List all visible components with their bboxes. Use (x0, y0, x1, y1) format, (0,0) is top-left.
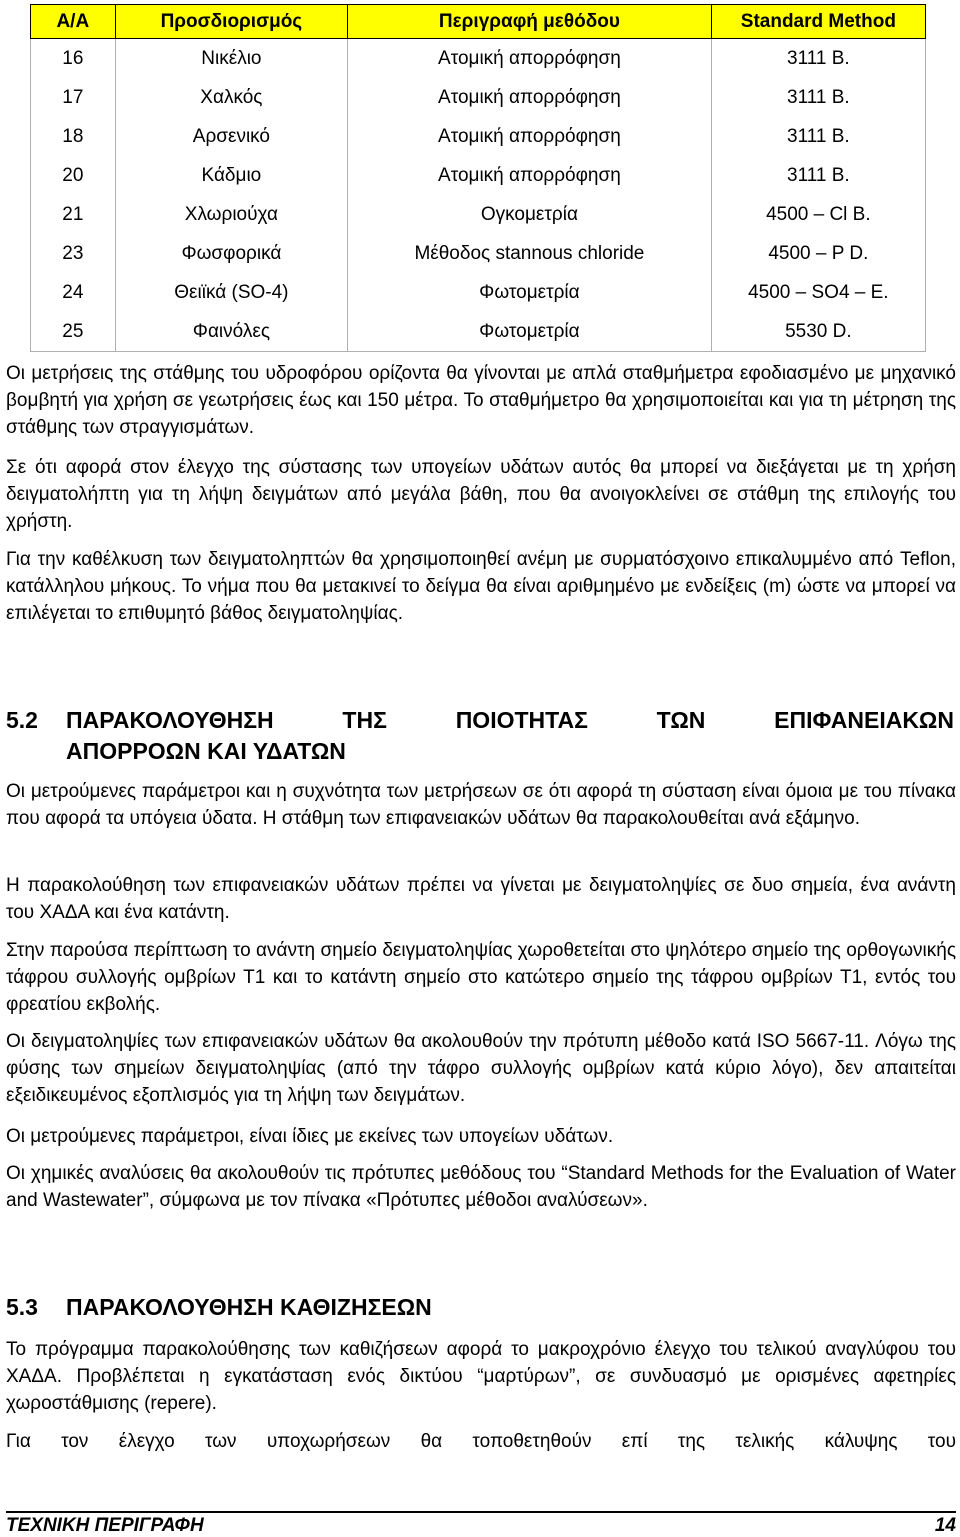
table-row (31, 195, 926, 234)
table-row (31, 39, 926, 79)
paragraph: Οι δειγματοληψίες των επιφανειακών υδάτων θα ακολουθούν την πρότυπη μέθοδο κατά ISO 5667-11. Λόγω της φύσης των σημείων δειγματοληψίας (από την τάφρο συλλογής ομβρίων κατά κύριο λόγο), δεν απαιτείται εξειδικευμένος εξοπλισμός για τη λήψη των δειγμάτων. (6, 1031, 956, 1106)
section-heading-5-3 (6, 1292, 956, 1323)
header-standard-method: Standard Method (711, 5, 925, 39)
table-row (31, 117, 926, 156)
table-header-row (31, 5, 926, 39)
cell-aa: 16 (31, 39, 116, 79)
paragraph: Οι χημικές αναλύσεις θα ακολουθούν τις πρότυπες μεθόδους του “Standard Methods for the Evaluation of Water and Wastewater”, σύμφωνα με τον πίνακα «Πρότυπες μέθοδοι αναλύσεων». (6, 1163, 956, 1211)
section-number: 5.2 (6, 707, 38, 733)
section-title-line1: ΠΑΡΑΚΟΛΟΥΘΗΣΗ ΤΗΣ ΠΟΙΟΤΗΤΑΣ ΤΩΝ ΕΠΙΦΑΝΕΙΑΚΩΝ (66, 707, 954, 733)
cell-parameter: Κάδμιο (115, 156, 347, 195)
cell-standard: 5530 D. (711, 312, 925, 352)
cell-method: Φωτομετρία (348, 312, 712, 352)
section-heading-5-2 (6, 705, 956, 767)
cell-standard: 4500 – Cl B. (711, 195, 925, 234)
cell-method: Μέθοδος stannous chloride (348, 234, 712, 273)
table-row (31, 234, 926, 273)
page-number: 14 (934, 1515, 956, 1536)
header-parameter: Προσδιορισμός (115, 5, 347, 39)
cell-method: Ατομική απορρόφηση (348, 39, 712, 79)
cell-parameter: Νικέλιο (115, 39, 347, 79)
cell-standard: 3111 Β. (711, 39, 925, 79)
paragraph-water-level: Οι μετρήσεις της στάθμης του υδροφόρου ορίζοντα θα γίνονται με απλά σταθμήμετρα εφοδιασμένο με μηχανικό βομβητή για χρήση σε γεωτρήσεις έως και 150 μέτρα. Το σταθμήμετρο θα χρησιμοποιείται και για τη μέτρηση της στάθμης των στραγγισμάτων. (6, 363, 956, 438)
cell-aa: 23 (31, 234, 116, 273)
table-row (31, 273, 926, 312)
cell-standard: 3111 Β. (711, 156, 925, 195)
cell-standard: 3111 Β. (711, 78, 925, 117)
cell-method: Φωτομετρία (348, 273, 712, 312)
paragraph: Οι μετρούμενες παράμετροι και η συχνότητα των μετρήσεων σε ότι αφορά τη σύσταση είναι όμοια με του πίνακα που αφορά τα υπόγεια ύδατα. Η στάθμη των επιφανειακών υδάτων θα παρακολουθείται ανά εξάμηνο. (6, 781, 956, 829)
cell-method: Ατομική απορρόφηση (348, 117, 712, 156)
cell-aa: 17 (31, 78, 116, 117)
cell-method: Ογκομετρία (348, 195, 712, 234)
cell-method: Ατομική απορρόφηση (348, 78, 712, 117)
section-number: 5.3 (6, 1294, 38, 1320)
paragraph-groundwater-sampler: Σε ότι αφορά στον έλεγχο της σύστασης των υπογείων υδάτων αυτός θα μπορεί να διεξάγεται με τη χρήση δειγματολήπτη για τη λήψη δειγμάτων από μεγάλα βάθη, που θα ανοιγοκλείνει σε στάθμη της επιλογής του χρήστη. (6, 457, 956, 532)
cell-parameter: Χαλκός (115, 78, 347, 117)
standard-methods-table (30, 4, 926, 352)
cell-standard: 4500 – P D. (711, 234, 925, 273)
section-title: ΠΑΡΑΚΟΛΟΥΘΗΣΗ ΚΑΘΙΖΗΣΕΩΝ (66, 1294, 432, 1320)
cell-parameter: Χλωριούχα (115, 195, 347, 234)
table-row (31, 156, 926, 195)
paragraph: Για τον έλεγχο των υποχωρήσεων θα τοποθετηθούν επί της τελικής κάλυψης του (6, 1431, 956, 1452)
cell-parameter: Φωσφορικά (115, 234, 347, 273)
section-title-line2: ΑΠΟΡΡΟΩΝ ΚΑΙ ΥΔΑΤΩΝ (66, 738, 346, 764)
table-row (31, 78, 926, 117)
cell-aa: 20 (31, 156, 116, 195)
cell-parameter: Θειϊκά (SO-4) (115, 273, 347, 312)
cell-standard: 3111 Β. (711, 117, 925, 156)
table-row (31, 312, 926, 352)
cell-aa: 25 (31, 312, 116, 352)
paragraph: Το πρόγραμμα παρακολούθησης των καθιζήσεων αφορά το μακροχρόνιο έλεγχο του τελικού αναγλύφου του ΧΑΔΑ. Προβλέπεται η εγκατάσταση ενός δικτύου “μαρτύρων”, σε συνδυασμό με ορισμένες αφετηρίες χωροστάθμισης (repere). (6, 1339, 956, 1414)
page-footer (6, 1511, 956, 1535)
header-aa: Α/Α (31, 5, 116, 39)
cell-standard: 4500 – SO4 – E. (711, 273, 925, 312)
paragraph: Η παρακολούθηση των επιφανειακών υδάτων πρέπει να γίνεται με δειγματοληψίες σε δυο σημεία, ένα ανάντη του ΧΑΔΑ και ένα κατάντη. (6, 875, 956, 923)
cell-parameter: Αρσενικό (115, 117, 347, 156)
paragraph-sampler-winch: Για την καθέλκυση των δειγματοληπτών θα χρησιμοποιηθεί ανέμη με συρματόσχοινο επικαλυμμένο από Teflon, κατάλληλου μήκους. Το νήμα που θα μετακινεί το δείγμα θα είναι αριθμημένο με ενδείξεις (m) ώστε να μπορεί να επιλέγεται το επιθυμητό βάθος δειγματοληψίας. (6, 549, 956, 624)
paragraph: Στην παρούσα περίπτωση το ανάντη σημείο δειγματοληψίας χωροθετείται στο ψηλότερο σημείο της ορθογωνικής τάφρου συλλογής ομβρίων Τ1 και το κατάντη σημείο στο κατώτερο σημείο της τάφρου ομβρίων Τ1, εντός του φρεατίου εκβολής. (6, 940, 956, 1015)
cell-method: Ατομική απορρόφηση (348, 156, 712, 195)
footer-title: ΤΕΧΝΙΚΗ ΠΕΡΙΓΡΑΦΗ (6, 1515, 204, 1536)
cell-aa: 21 (31, 195, 116, 234)
cell-parameter: Φαινόλες (115, 312, 347, 352)
paragraph: Οι μετρούμενες παράμετροι, είναι ίδιες με εκείνες των υπογείων υδάτων. (6, 1126, 614, 1147)
header-method-description: Περιγραφή μεθόδου (348, 5, 712, 39)
cell-aa: 18 (31, 117, 116, 156)
cell-aa: 24 (31, 273, 116, 312)
